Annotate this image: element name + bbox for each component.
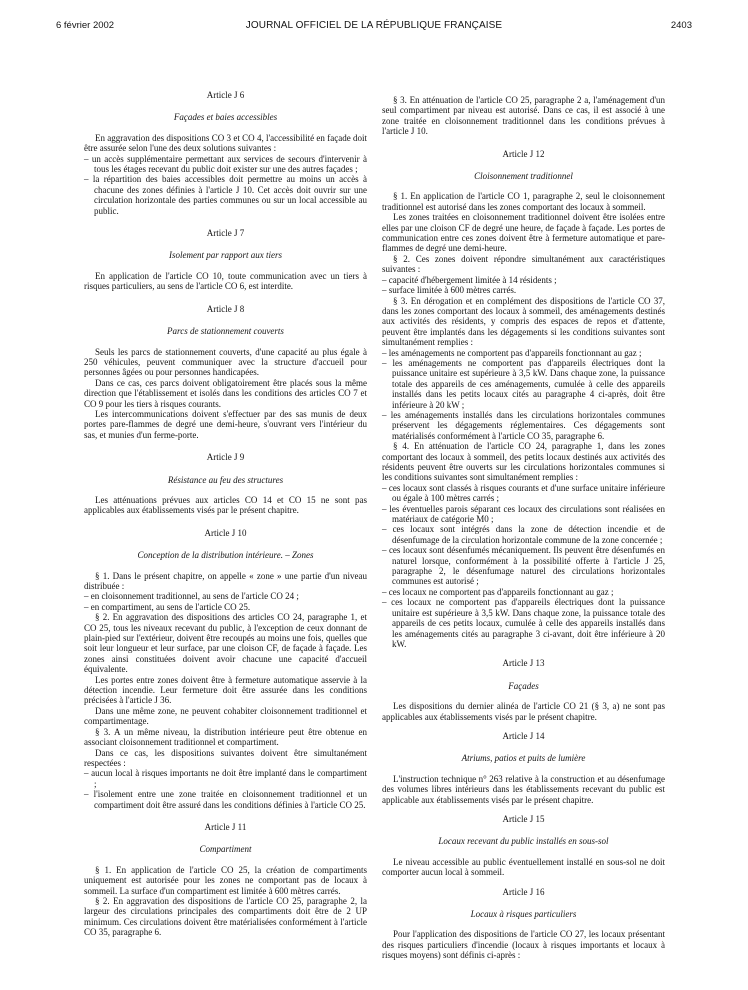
article-heading: Article J 9 bbox=[206, 452, 245, 463]
paragraph: Dans ce cas, ces parcs doivent obligatoirement être placés sous la même direction que l'établissement et isolés dans les conditions des articles CO 7 et CO 9 pour les tiers à risques courants. bbox=[84, 377, 367, 409]
article-subtitle: Conception de la distribution intérieure. – Zones bbox=[137, 550, 314, 561]
header-date: 6 février 2002 bbox=[56, 20, 115, 31]
article-heading: Article J 13 bbox=[502, 658, 545, 669]
article-j12 bbox=[382, 149, 665, 650]
paragraph: En application de l'article CO 10, toute communication avec un tiers à risques particuliers, au sens de l'article CO 6, est interdite. bbox=[84, 270, 367, 292]
left-column bbox=[84, 90, 367, 938]
paragraph: Les zones traitées en cloisonnement traditionnel doivent être isolées entre elles par une cloison CF de degré une heure, de façade à façade. Les portes de communication entre ces zones doivent être à fermeture automatique et pare-flammes de degré une demi-heure. bbox=[382, 212, 665, 254]
paragraph: § 2. En aggravation des dispositions des articles CO 24, paragraphe 1, et CO 25, tous les niveaux recevant du public, à l'exception de ceux donnant de plain-pied sur l'extérieur, doivent être recoupés au moins une fois, quelles que soit leur longueur et leur surface, par une cloison CF, de façade à façade. Les zones ainsi constituées doivent avoir chacune une capacité d'accueil équivalente. bbox=[84, 612, 367, 675]
article-subtitle: Locaux recevant du public installés en sous-sol bbox=[438, 836, 609, 847]
paragraph: § 1. En application de l'article CO 1, paragraphe 2, seul le cloisonnement traditionnel est autorisé dans les zones comportant des locaux à sommeil. bbox=[382, 191, 665, 212]
list-item: – ces locaux sont classés à risques courants et d'une surface unitaire inférieure ou égale à 100 mètres carrés ; bbox=[382, 483, 665, 504]
paragraph: Seuls les parcs de stationnement couverts, d'une capacité au plus égale à 250 véhicules, peuvent communiquer avec la structure d'accueil pour personnes âgées ou pour personnes handicapées. bbox=[84, 346, 367, 378]
article-j10 bbox=[84, 528, 367, 810]
paragraph: § 3. En dérogation et en complément des dispositions de l'article CO 37, dans les zones comportant des locaux à sommeil, des aménagements destinés aux activités des résidents, y compris des espaces de repos et d'attente, peuvent être implantés dans les dégagements si les conditions suivantes sont simultanément remplies : bbox=[382, 295, 665, 348]
article-j13 bbox=[382, 658, 665, 722]
dash-list bbox=[382, 348, 665, 442]
header-page-number: 2403 bbox=[670, 20, 692, 31]
list-item: – la répartition des baies accessibles doit permettre au moins un accès à chacune des zones définies à l'article J 10. Cet accès doit ouvrir sur une circulation horizontale des parties communes ou sur un local accessible au public. bbox=[84, 174, 367, 216]
article-heading: Article J 15 bbox=[502, 813, 545, 824]
dash-list bbox=[382, 483, 665, 650]
paragraph: § 4. En atténuation de l'article CO 24, paragraphe 1, dans les zones comportant des locaux à sommeil, des petits locaux destinés aux activités des résidents peuvent être ouverts sur les circulations horizontales communes si les conditions suivantes sont simultanément remplies : bbox=[382, 441, 665, 483]
article-heading: Article J 12 bbox=[502, 148, 545, 159]
paragraph: L'instruction technique n° 263 relative à la construction et au désenfumage des volumes libres intérieurs dans les établissements recevant du public est applicable aux établissements visés par le présent chapitre. bbox=[382, 773, 665, 805]
article-j14 bbox=[382, 731, 665, 805]
article-heading: Article J 8 bbox=[206, 303, 245, 314]
article-j9 bbox=[84, 452, 367, 516]
article-subtitle: Parcs de stationnement couverts bbox=[167, 326, 284, 337]
paragraph: § 2. En aggravation des dispositions de l'article CO 25, paragraphe 2, la largeur des circulations principales des compartiments doit être de 2 UP minimum. Ces circulations doivent être matérialisées conformément à l'article CO 35, paragraphe 6. bbox=[84, 895, 367, 938]
paragraph: Pour l'application des dispositions de l'article CO 27, les locaux présentant des risques particuliers d'incendie (locaux à risques importants et locaux à risques moyens) sont définis ci-après : bbox=[382, 929, 665, 961]
paragraph: § 3. En atténuation de l'article CO 25, paragraphe 2 a, l'aménagement d'un seul compartiment par niveau est autorisé. Dans ce cas, il est associé à une zone traitée en cloisonnement traditionnel dans les conditions prévues à l'article J 10. bbox=[382, 95, 665, 137]
list-item: – les éventuelles parois séparant ces locaux des circulations sont réalisées en matériaux de catégorie M0 ; bbox=[382, 504, 665, 525]
article-subtitle: Atriums, patios et puits de lumière bbox=[461, 753, 586, 764]
article-subtitle: Résistance au feu des structures bbox=[167, 474, 284, 485]
page-header bbox=[56, 20, 692, 36]
article-subtitle: Locaux à risques particuliers bbox=[470, 909, 577, 919]
paragraph: § 2. Ces zones doivent répondre simultanément aux caractéristiques suivantes : bbox=[382, 253, 665, 275]
article-subtitle: Cloisonnement traditionnel bbox=[474, 171, 573, 182]
paragraph: Le niveau accessible au public éventuellement installé en sous-sol ne doit comporter aucun local à sommeil. bbox=[382, 856, 665, 878]
list-item: – un accès supplémentaire permettant aux services de secours d'intervenir à tous les étages recevant du public doit exister sur une des autres façades ; bbox=[84, 154, 367, 175]
article-j16 bbox=[382, 887, 665, 961]
article-heading: Article J 16 bbox=[502, 886, 545, 897]
list-item: – en compartiment, au sens de l'article CO 25. bbox=[84, 602, 367, 612]
list-item: – les aménagements ne comportent pas d'appareils fonctionnant au gaz ; bbox=[382, 348, 665, 358]
paragraph: Les portes entre zones doivent être à fermeture automatique asservie à la détection incendie. Leur fermeture doit être assurée dans les conditions précisées à l'article J 36. bbox=[84, 674, 367, 706]
paragraph: Les intercommunications doivent s'effectuer par des sas munis de deux portes pare-flammes de degré une demi-heure, s'ouvrant vers l'intérieur du sas, et munies d'un ferme-porte. bbox=[84, 408, 367, 440]
paragraph: Dans ce cas, les dispositions suivantes doivent être simultanément respectées : bbox=[84, 747, 367, 768]
article-subtitle: Façades et baies accessibles bbox=[173, 112, 278, 123]
article-heading: Article J 14 bbox=[502, 730, 545, 741]
article-subtitle: Isolement par rapport aux tiers bbox=[169, 250, 282, 261]
list-item: – ces locaux ne comportent pas d'appareils fonctionnant au gaz ; bbox=[382, 587, 665, 597]
paragraph: § 1. Dans le présent chapitre, on appelle « zone » une partie d'un niveau distribuée : bbox=[84, 570, 367, 591]
article-heading: Article J 6 bbox=[206, 90, 245, 100]
list-item: – l'isolement entre une zone traitée en cloisonnement traditionnel et un compartiment doit être assuré dans les conditions définies à l'article CO 25. bbox=[84, 789, 367, 810]
article-subtitle: Compartiment bbox=[199, 844, 252, 855]
article-subtitle: Façades bbox=[508, 680, 539, 691]
right-column bbox=[382, 95, 665, 961]
dash-list bbox=[84, 154, 367, 216]
list-item: – capacité d'hébergement limitée à 14 résidents ; bbox=[382, 275, 665, 285]
paragraph: En aggravation des dispositions CO 3 et CO 4, l'accessibilité en façade doit être assurée selon l'une des deux solutions suivantes : bbox=[84, 132, 367, 154]
dash-list bbox=[84, 591, 367, 612]
article-heading: Article J 7 bbox=[206, 228, 245, 239]
dash-list bbox=[84, 768, 367, 810]
article-j7 bbox=[84, 228, 367, 292]
article-j8 bbox=[84, 304, 367, 440]
list-item: – ces locaux sont désenfumés mécaniquement. Ils peuvent être désenfumés en naturel lorsque, conformément à la possibilité offerte à l'article J 25, paragraphe 2, le désenfumage naturel des circulations horizontales communes est autorisé ; bbox=[382, 545, 665, 587]
list-item: – ces locaux ne comportent pas d'appareils électriques dont la puissance unitaire est supérieure à 3,5 kW. Dans chaque zone, la puissance totale des appareils de ces petits locaux, cumulée à celle des appareils installés dans les aménagements cités au paragraphe 3 ci-avant, doit être inférieure à 20 kW. bbox=[382, 597, 665, 649]
list-item: – les aménagements installés dans les circulations horizontales communes préservent les dégagements réglementaires. Ces dégagements sont matérialisés conformément à l'article CO 35, paragraphe 6. bbox=[382, 410, 665, 441]
list-item: – aucun local à risques importants ne doit être implanté dans le compartiment ; bbox=[84, 768, 367, 789]
list-item: – ces locaux sont intégrés dans la zone de détection incendie et de désenfumage de la circulation horizontale commune de la zone concernée ; bbox=[382, 524, 665, 545]
paragraph: Les atténuations prévues aux articles CO 14 et CO 15 ne sont pas applicables aux établissements visés par le présent chapitre. bbox=[84, 494, 367, 516]
paragraph: § 1. En application de l'article CO 25, la création de compartiments uniquement est autorisée pour les zones ne comportant pas de locaux à sommeil. La surface d'un compartiment est limitée à 600 mètres carrés. bbox=[84, 864, 367, 896]
article-heading: Article J 11 bbox=[204, 821, 247, 832]
dash-list bbox=[382, 275, 665, 296]
article-j11 bbox=[84, 822, 367, 938]
article-j6 bbox=[84, 90, 367, 216]
header-title: JOURNAL OFFICIEL DE LA RÉPUBLIQUE FRANÇAISE bbox=[245, 20, 503, 31]
paragraph: Les dispositions du dernier alinéa de l'article CO 21 (§ 3, a) ne sont pas applicables aux établissements visés par le présent chapitre. bbox=[382, 701, 665, 722]
article-heading: Article J 10 bbox=[204, 527, 247, 538]
article-j15 bbox=[382, 814, 665, 878]
paragraph: Dans une même zone, ne peuvent cohabiter cloisonnement traditionnel et compartimentage. bbox=[84, 705, 367, 727]
list-item: – surface limitée à 600 mètres carrés. bbox=[382, 285, 665, 295]
paragraph: § 3. A un même niveau, la distribution intérieure peut être obtenue en associant cloisonnement traditionnel et compartiment. bbox=[84, 726, 367, 748]
list-item: – en cloisonnement traditionnel, au sens de l'article CO 24 ; bbox=[84, 591, 367, 601]
list-item: – les aménagements ne comportent pas d'appareils électriques dont la puissance unitaire est supérieure à 3,5 kW. Dans chaque zone, la puissance totale des appareils de ces aménagements, cumulée à celle des appareils installés dans les petits locaux cités au paragraphe 4 ci-après, doit être inférieure à 20 kW ; bbox=[382, 358, 665, 410]
